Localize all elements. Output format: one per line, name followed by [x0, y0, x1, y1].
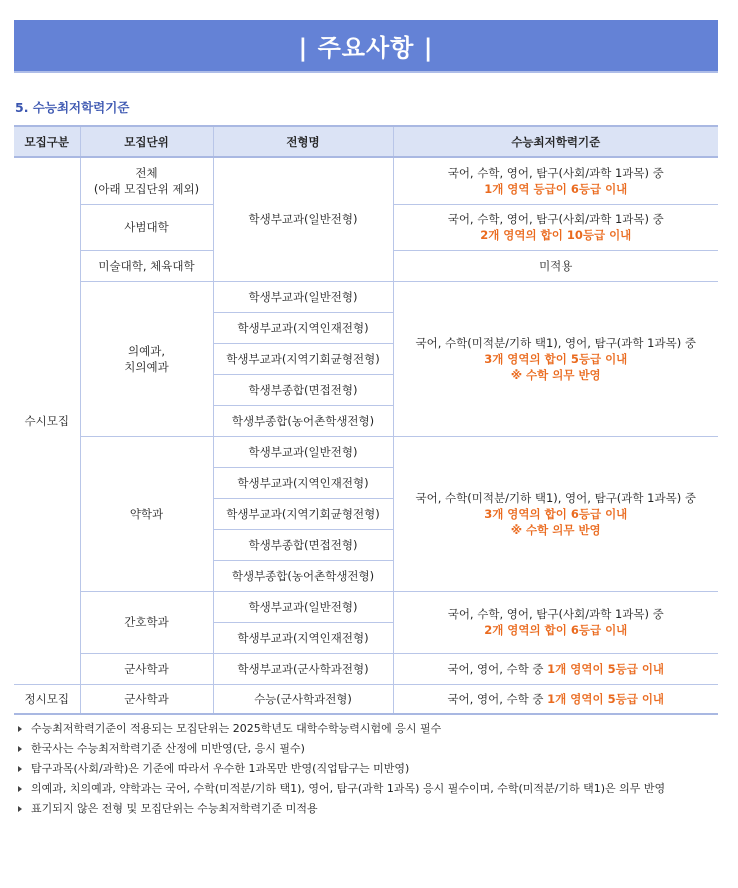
header-admission-track: 전형명 — [213, 126, 393, 157]
track-pharmacy-2: 학생부교과(지역인재전형) — [213, 467, 393, 498]
table-row — [14, 591, 718, 622]
criteria-medical: 국어, 수학(미적분/기하 택1), 영어, 탐구(과학 1과목) 중 3개 영역의 합이 5등급 이내 ※ 수학 의무 반영 — [393, 281, 718, 436]
criteria-pharmacy: 국어, 수학(미적분/기하 택1), 영어, 탐구(과학 1과목) 중 3개 영역의 합이 6등급 이내 ※ 수학 의무 반영 — [393, 436, 718, 591]
criteria-military-susi: 국어, 영어, 수학 중 1개 영역이 5등급 이내 — [393, 653, 718, 684]
criteria-highlight: 2개 영역의 합이 6등급 이내 — [484, 623, 628, 637]
note-item: 의예과, 치의예과, 약학과는 국어, 수학(미적분/기하 택1), 영어, 탐구(과학 1과목) 응시 필수이며, 수학(미적분/기하 택1)은 의무 반영 — [14, 779, 665, 799]
unit-pharmacy: 약학과 — [80, 436, 213, 591]
unit-military-susi: 군사학과 — [80, 653, 213, 684]
track-pharmacy-5: 학생부종합(농어촌학생전형) — [213, 560, 393, 591]
unit-all: 전체 (아래 모집단위 제외) — [80, 157, 213, 204]
track-pharmacy-4: 학생부종합(면접전형) — [213, 529, 393, 560]
track-pharmacy-3: 학생부교과(지역기회균형전형) — [213, 498, 393, 529]
banner-title: | 주요사항 | — [298, 34, 434, 62]
track-general: 학생부교과(일반전형) — [213, 157, 393, 281]
table-row — [14, 653, 718, 684]
note-item: 한국사는 수능최저학력기준 산정에 미반영(단, 응시 필수) — [14, 739, 665, 759]
unit-nursing: 간호학과 — [80, 591, 213, 653]
triangle-bullet-icon — [18, 726, 22, 732]
criteria-nursing: 국어, 수학, 영어, 탐구(사회/과학 1과목) 중 2개 영역의 합이 6등급 이내 — [393, 591, 718, 653]
criteria-highlight: 1개 영역이 5등급 이내 — [547, 661, 665, 676]
triangle-bullet-icon — [18, 766, 22, 772]
unit-medical: 의예과, 치의예과 — [80, 281, 213, 436]
triangle-bullet-icon — [18, 786, 22, 792]
table-header-row — [14, 126, 718, 157]
criteria-note: ※ 수학 의무 반영 — [510, 367, 601, 382]
criteria-arts-sports: 미적용 — [393, 250, 718, 281]
unit-arts-sports: 미술대학, 체육대학 — [80, 250, 213, 281]
criteria-military-jeongsi: 국어, 영어, 수학 중 1개 영역이 5등급 이내 — [393, 684, 718, 714]
group-susi: 수시모집 — [14, 157, 80, 684]
criteria-highlight: 3개 영역의 합이 5등급 이내 — [484, 351, 628, 366]
criteria-all: 국어, 수학, 영어, 탐구(사회/과학 1과목) 중 1개 영역 등급이 6등급 이내 — [393, 157, 718, 204]
header-recruitment-unit: 모집단위 — [80, 126, 213, 157]
note-item: 표기되지 않은 전형 및 모집단위는 수능최저학력기준 미적용 — [14, 799, 665, 819]
criteria-note: ※ 수학 의무 반영 — [510, 522, 601, 537]
table-row — [14, 684, 718, 714]
table-row — [14, 436, 718, 467]
track-nursing-1: 학생부교과(일반전형) — [213, 591, 393, 622]
criteria-highlight: 3개 영역의 합이 6등급 이내 — [484, 506, 628, 521]
note-item: 탐구과목(사회/과학)은 기준에 따라서 우수한 1과목만 반영(직업탐구는 미반영) — [14, 759, 665, 779]
table-row — [14, 281, 718, 312]
track-medical-4: 학생부종합(면접전형) — [213, 374, 393, 405]
track-medical-5: 학생부종합(농어촌학생전형) — [213, 405, 393, 436]
track-medical-3: 학생부교과(지역기회균형전형) — [213, 343, 393, 374]
page-banner — [14, 20, 718, 73]
track-pharmacy-1: 학생부교과(일반전형) — [213, 436, 393, 467]
track-nursing-2: 학생부교과(지역인재전형) — [213, 622, 393, 653]
track-military-susi: 학생부교과(군사학과전형) — [213, 653, 393, 684]
criteria-highlight: 2개 영역의 합이 10등급 이내 — [480, 228, 632, 242]
section-title: 5. 수능최저학력기준 — [15, 100, 130, 115]
criteria-education: 국어, 수학, 영어, 탐구(사회/과학 1과목) 중 2개 영역의 합이 10등급 이내 — [393, 204, 718, 250]
note-item: 수능최저학력기준이 적용되는 모집단위는 2025학년도 대학수학능력시험에 응시 필수 — [14, 719, 665, 739]
header-recruitment-type: 모집구분 — [14, 126, 80, 157]
group-jeongsi: 정시모집 — [14, 684, 80, 714]
track-medical-2: 학생부교과(지역인재전형) — [213, 312, 393, 343]
triangle-bullet-icon — [18, 746, 22, 752]
unit-military-jeongsi: 군사학과 — [80, 684, 213, 714]
notes-list — [14, 719, 665, 819]
triangle-bullet-icon — [18, 806, 22, 812]
track-medical-1: 학생부교과(일반전형) — [213, 281, 393, 312]
csat-minimum-criteria-table — [14, 125, 718, 715]
header-csat-criteria: 수능최저학력기준 — [393, 126, 718, 157]
unit-education: 사범대학 — [80, 204, 213, 250]
track-military-jeongsi: 수능(군사학과전형) — [213, 684, 393, 714]
criteria-highlight: 1개 영역 등급이 6등급 이내 — [484, 181, 628, 196]
table-row — [14, 157, 718, 204]
criteria-highlight: 1개 영역이 5등급 이내 — [547, 691, 665, 706]
